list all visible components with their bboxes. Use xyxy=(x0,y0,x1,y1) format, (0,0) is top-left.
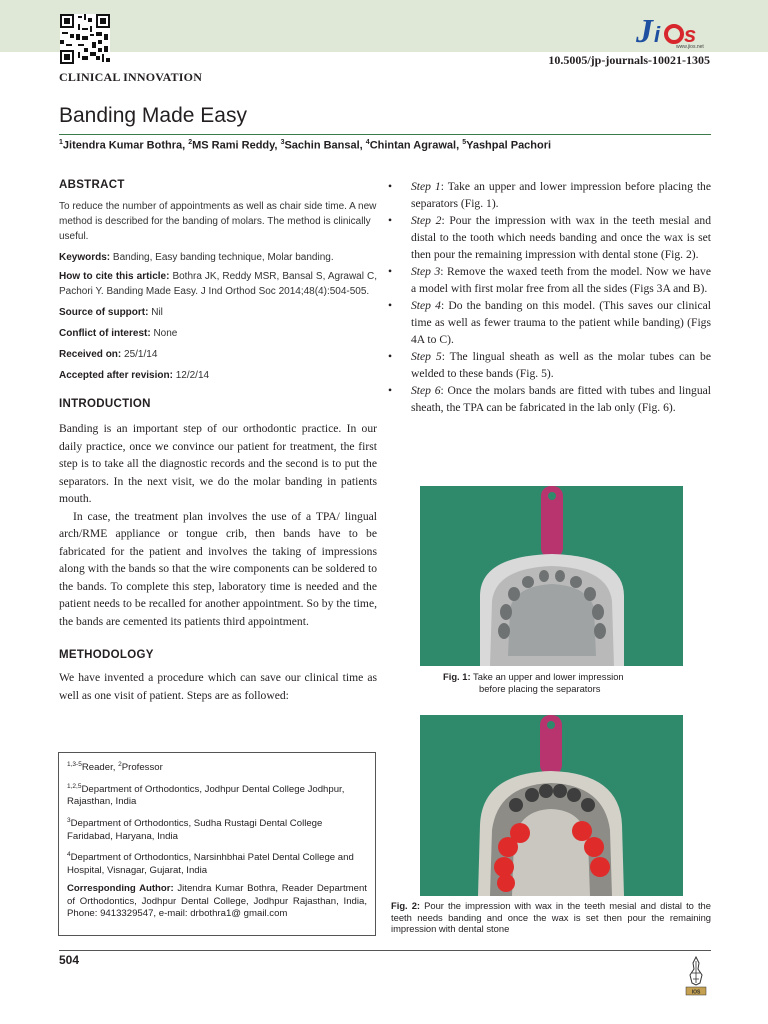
corresponding-author: Corresponding Author: Jitendra Kumar Bothra, Reader Department of Orthodontics, Jodhpur Dental College, Jodhpur Rajasthan, India, Phone: 9413329547, e-mail: drbothra1@ gmail.com xyxy=(67,883,367,920)
svg-text:IOS: IOS xyxy=(691,989,701,996)
footer-rule xyxy=(59,950,711,951)
right-column xyxy=(386,178,711,416)
list-item: • Step 2: Pour the impression with wax in the teeth mesial and distal to the tooth which needs banding and once the wax is set then pour the remaining impression with dental stone (Fig. 2). xyxy=(388,214,712,261)
article-title: Banding Made Easy xyxy=(59,104,247,127)
methodology-heading: METHODOLOGY xyxy=(59,649,154,661)
author-name: Sachin Bansal, xyxy=(284,139,366,152)
introduction-paragraph: Banding is an important step of our orthodontic practice. In our daily practice, once we convince our patient for treatment, the first step is to take all the diagnostic records and the second is to put the separators. In the next visit, we do the molar banding in patients mouth. xyxy=(59,422,377,505)
citation: How to cite this article: Bothra JK, Reddy MSR, Bansal S, Agrawal C, Pachori Y. Banding Made Easy. J Ind Orthod Soc 2014;48(4):504-505. xyxy=(59,271,377,297)
svg-text:s: s xyxy=(684,22,697,47)
svg-text:J: J xyxy=(636,13,653,50)
list-item: • Step 5: The lingual sheath as well as the molar tubes can be welded to these bands (Fig. 5). xyxy=(388,350,712,380)
list-item: • Step 4: Do the banding on this model. (This saves our clinical time as well as fewer trauma to the patient while banding) (Figs 4A to C). xyxy=(388,299,711,346)
affiliation: $^{1,2,5}$Department of Orthodontics, Jodhpur Dental College Jodhpur, Rajasthan, India xyxy=(67,782,345,808)
page-number: 504 xyxy=(59,953,80,967)
received-date: Received on: 25/1/14 xyxy=(59,349,158,360)
list-item: • Step 6: Once the molars bands are fitted with tubes and lingual sheath, the TPA can be fabricated in the lab only (Fig. 6). xyxy=(388,384,711,414)
journal-logo xyxy=(628,8,712,54)
figure-1-image xyxy=(420,486,683,666)
source-of-support: Source of support: Nil xyxy=(59,307,163,318)
author-name: Chintan Agrawal, xyxy=(369,139,463,152)
affiliation: $^4$Department of Orthodontics, Narsinhbhai Patel Dental College and Hospital, Visnagar, Gujarat, India xyxy=(67,851,354,876)
keywords: Keywords: Banding, Easy banding technique, Molar banding. xyxy=(59,252,334,263)
author-roles: $^{1,3-5}$Reader, $^2$Professor xyxy=(67,761,163,774)
accepted-date: Accepted after revision: 12/2/14 xyxy=(59,370,210,381)
introduction-paragraph: In case, the treatment plan involves the use of a TPA/ lingual arch/RME appliance or tongue crib, then bands have to be fabricated for the patient and involves the taking of impressions along with the bands so that the wire components can be soldered to the bands. To complete this step, laboratory time is needed and the patient needs to be recalled for another appointment. So by the time, the bands are cemented its patients third appointment. xyxy=(59,509,377,628)
author-name: Yashpal Pachori xyxy=(466,139,552,152)
svg-text:i: i xyxy=(654,22,661,47)
affiliation-box xyxy=(58,752,376,936)
title-rule xyxy=(59,134,711,135)
conflict-of-interest: Conflict of interest: None xyxy=(59,328,178,339)
author-name: Jitendra Kumar Bothra, xyxy=(62,139,189,152)
section-label: CLINICAL INNOVATION xyxy=(59,70,203,84)
abstract-text: To reduce the number of appointments as well as chair side time. A new method is described for the banding of molars. The method is clinically useful. xyxy=(59,201,377,242)
list-item: • Step 3: Remove the waxed teeth from the model. Now we have a model with first molar free from all the sides (Figs 3A and B). xyxy=(388,265,711,295)
figure-2-image xyxy=(420,715,683,896)
steps-list xyxy=(386,178,711,416)
figure-1-caption: Fig. 1: Take an upper and lower impression before placing the separators xyxy=(443,671,624,694)
logo-subtext: www.jios.net xyxy=(676,44,704,50)
affiliation: $^3$Department of Orthodontics, Sudha Rustagi Dental College Faridabad, Haryana, India xyxy=(67,816,323,842)
author-name: MS Rami Reddy, xyxy=(192,139,281,152)
qr-code-icon xyxy=(60,14,110,64)
introduction-heading: INTRODUCTION xyxy=(59,398,151,410)
list-item: • Step 1: Take an upper and lower impression before placing the separators (Fig. 1). xyxy=(388,180,711,210)
figure-2-caption: Fig. 2: Pour the impression with wax in the teeth mesial and distal to the teeth needs banding and once the wax is set then pour the remaining impression with dental stone xyxy=(391,900,711,934)
doi[interactable]: 10.5005/jp-journals-10021-1305 xyxy=(548,53,710,67)
author-list: $^1$Jitendra Kumar Bothra, $^2$MS Rami Reddy, $^3$Sachin Bansal, $^4$Chintan Agrawal, $^5$Yashpal Pachori xyxy=(59,139,552,152)
methodology-paragraph: We have invented a procedure which can save our clinical time as well as one visit of patient. Steps are as followed: xyxy=(59,671,377,702)
abstract-heading: ABSTRACT xyxy=(59,179,125,191)
left-column xyxy=(59,178,377,704)
society-seal-icon xyxy=(684,955,708,997)
